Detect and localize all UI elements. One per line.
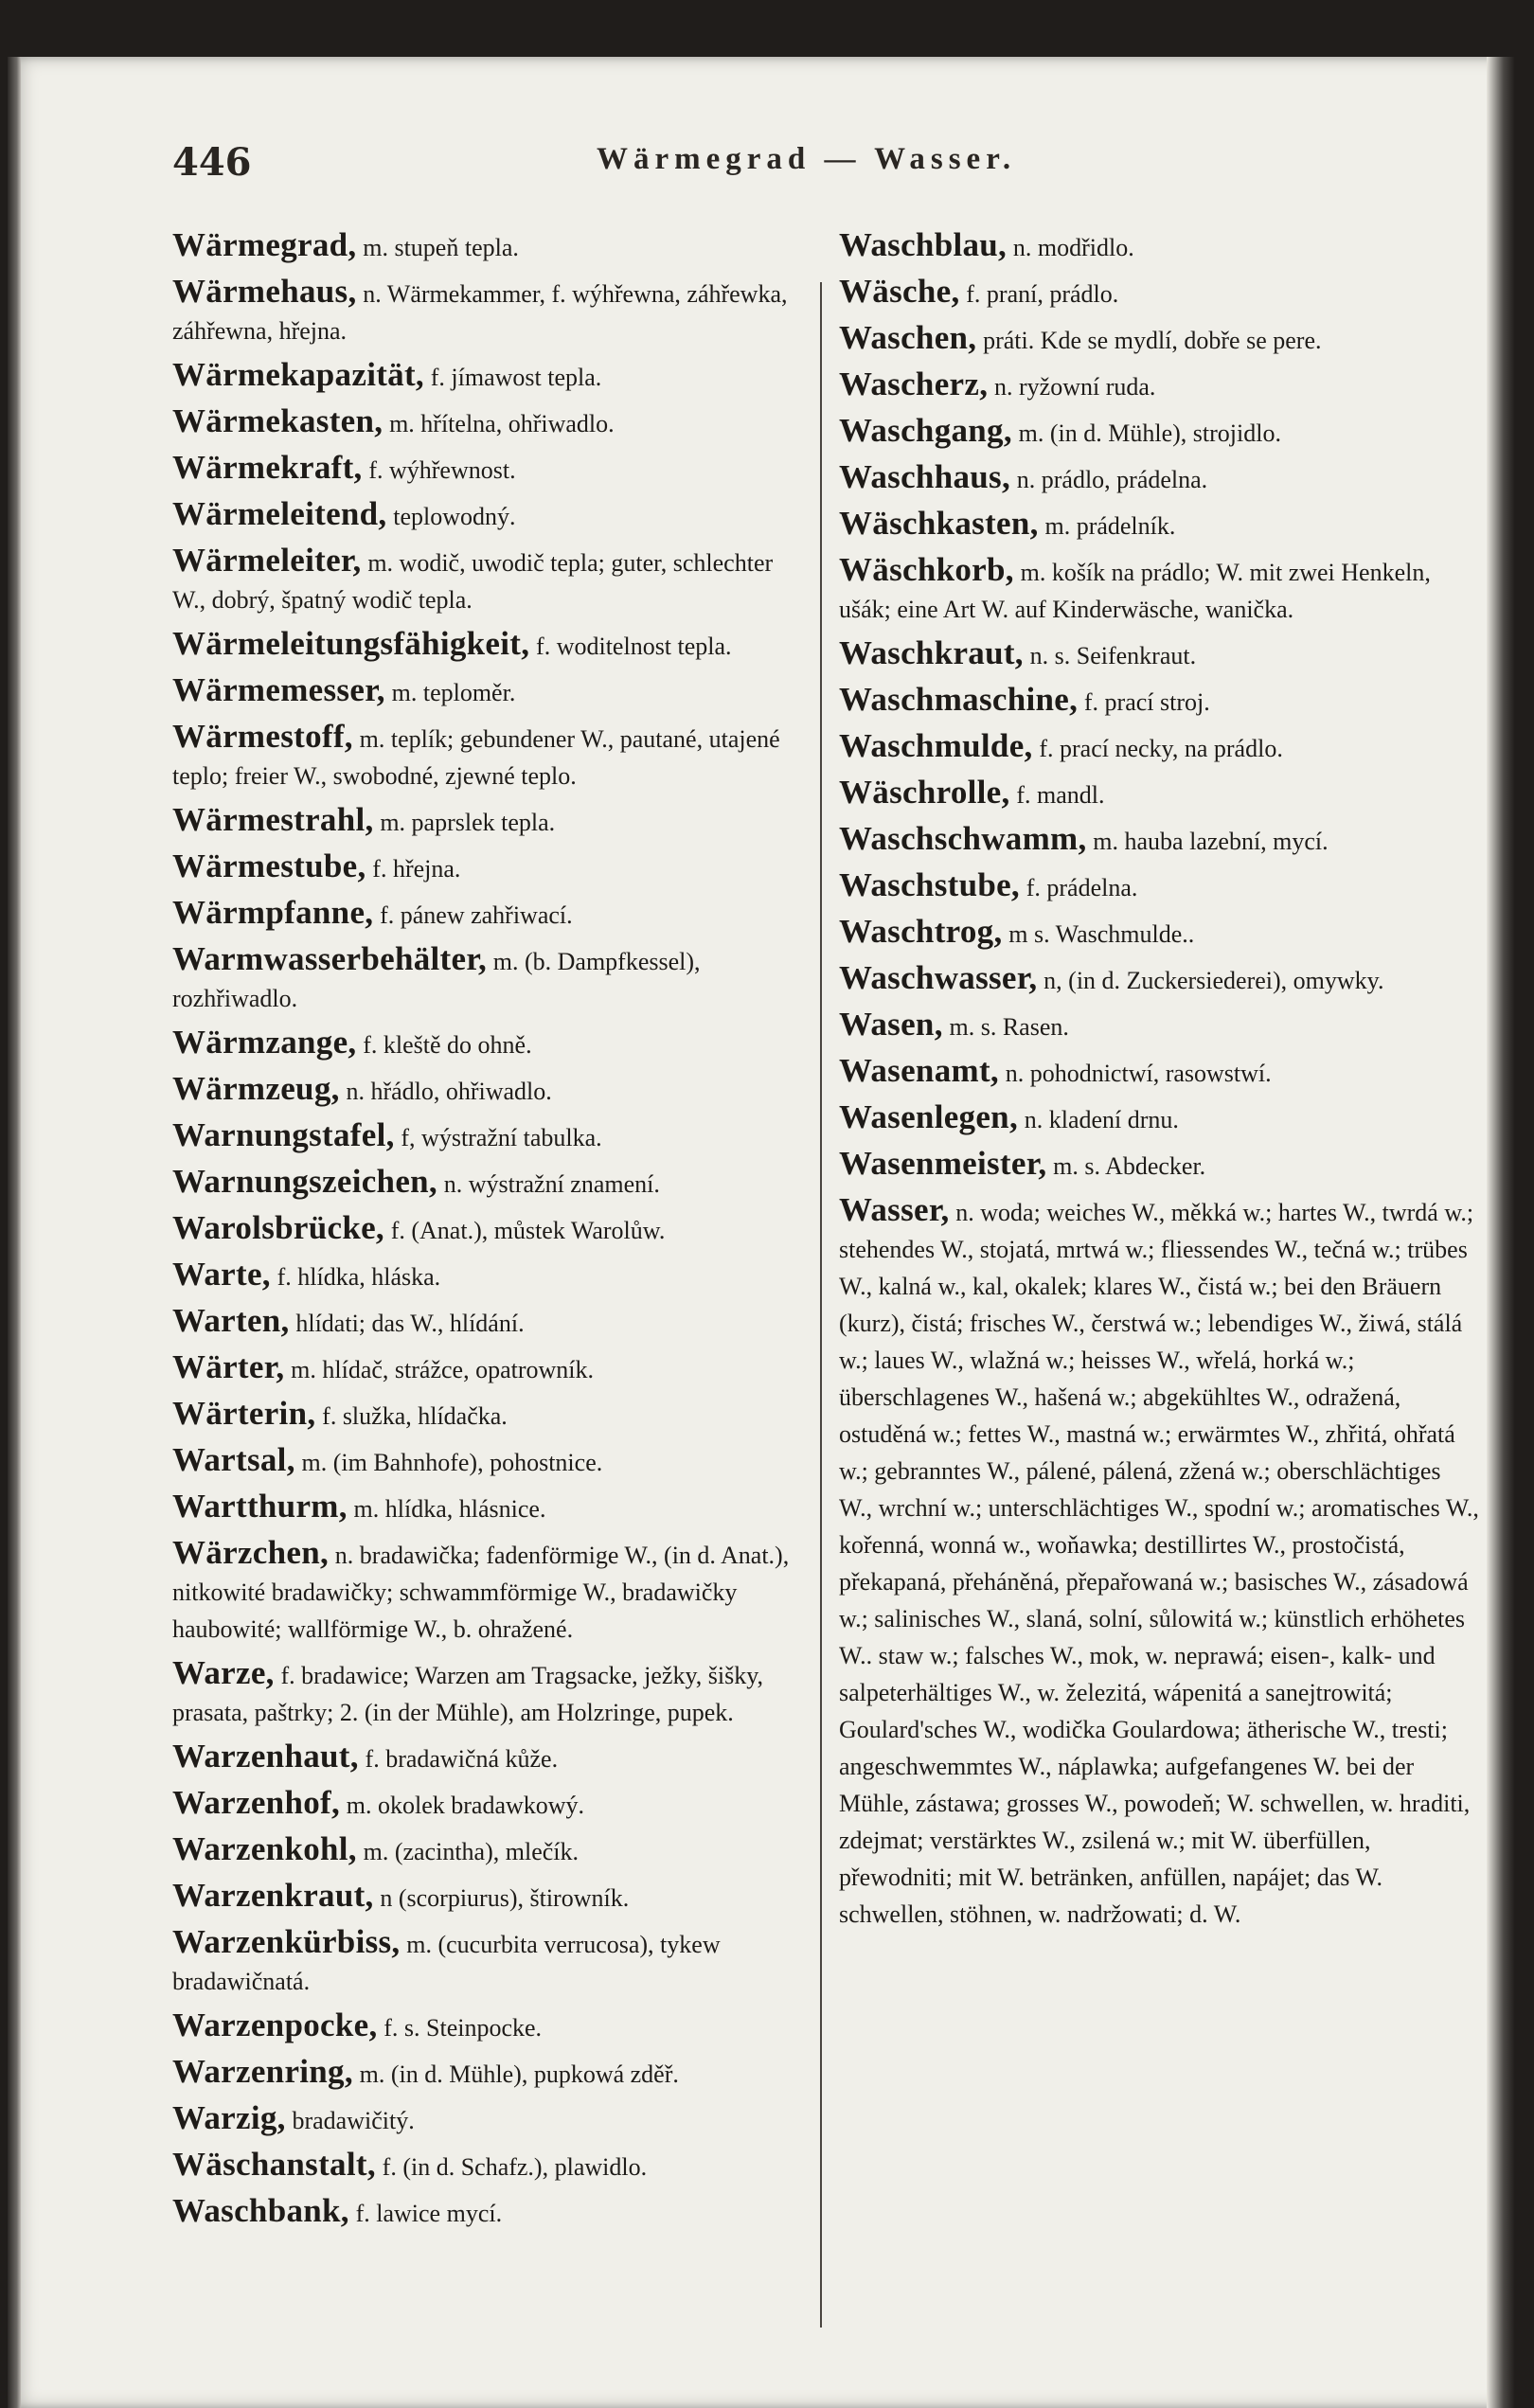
entry-definition: m s. Waschmulde.. bbox=[1008, 920, 1195, 948]
page-number: 446 bbox=[172, 140, 252, 185]
entry-headword: Wärmekraft, bbox=[172, 449, 363, 486]
dictionary-entry bbox=[172, 895, 809, 934]
entry-definition: n (scorpiurus), štirowník. bbox=[380, 1884, 630, 1912]
entry-definition: m. paprslek tepla. bbox=[380, 809, 556, 836]
entry-definition: f. bradawice; Warzen am Tragsacke, ježky, šišky, prasata, paštrky; 2. (in der Mühle), am Holzringe, pupek. bbox=[172, 1662, 764, 1726]
entry-headword: Wärmzeug, bbox=[172, 1070, 340, 1107]
dictionary-entry bbox=[172, 227, 809, 266]
entry-definition: m. s. Rasen. bbox=[949, 1013, 1069, 1041]
entry-headword: Wärmemesser, bbox=[172, 671, 385, 708]
dictionary-entry bbox=[839, 274, 1479, 312]
entry-headword: Wasenamt, bbox=[839, 1052, 999, 1089]
entry-headword: Warte, bbox=[172, 1256, 271, 1293]
entry-headword: Wärmekasten, bbox=[172, 402, 384, 439]
entry-headword: Wascherz, bbox=[839, 366, 989, 402]
entry-headword: Waschmulde, bbox=[839, 727, 1033, 764]
dictionary-entry bbox=[172, 2054, 809, 2093]
entry-definition: n. wýstražní znamení. bbox=[443, 1170, 660, 1198]
dictionary-entry bbox=[839, 366, 1479, 405]
entry-headword: Warolsbrücke, bbox=[172, 1209, 384, 1246]
entry-definition: m. (zacintha), mlečík. bbox=[363, 1838, 579, 1865]
dictionary-entry bbox=[172, 543, 809, 618]
entry-definition: f. bradawičná kůže. bbox=[365, 1745, 559, 1773]
entry-definition: f. hřejna. bbox=[372, 855, 461, 883]
entry-headword: Warzenhaut, bbox=[172, 1738, 359, 1775]
dictionary-entry bbox=[172, 1164, 809, 1203]
entry-headword: Warzenkohl, bbox=[172, 1830, 357, 1867]
dictionary-entry bbox=[172, 1489, 809, 1527]
dictionary-entry bbox=[172, 1303, 809, 1342]
dictionary-entry bbox=[172, 1025, 809, 1063]
dictionary-entry bbox=[172, 1117, 809, 1156]
entry-definition: f. hlídka, hláska. bbox=[276, 1263, 441, 1291]
page-edge bbox=[1487, 57, 1515, 2408]
entry-definition: m. stupeň tepla. bbox=[363, 234, 519, 261]
entry-definition: n. kladení drnu. bbox=[1024, 1106, 1179, 1133]
dictionary-entry bbox=[172, 672, 809, 711]
dictionary-entry bbox=[839, 775, 1479, 813]
dictionary-entry bbox=[172, 2100, 809, 2139]
entry-definition: n. modřidlo. bbox=[1012, 234, 1134, 261]
entry-headword: Wasser, bbox=[839, 1191, 950, 1228]
entry-headword: Wärmeleitungsfähigkeit, bbox=[172, 625, 530, 662]
dictionary-entry bbox=[172, 357, 809, 396]
entry-definition: f. pánew zahřiwací. bbox=[380, 901, 573, 929]
entry-definition: n. hřádlo, ohřiwadlo. bbox=[346, 1078, 552, 1105]
dictionary-entry bbox=[172, 848, 809, 887]
dictionary-entry bbox=[839, 413, 1479, 452]
entry-definition: f. služka, hlídačka. bbox=[322, 1402, 508, 1430]
dictionary-entry bbox=[839, 914, 1479, 953]
entry-headword: Wärzchen, bbox=[172, 1534, 330, 1571]
entry-definition: n. s. Seifenkraut. bbox=[1029, 642, 1197, 669]
dictionary-entry bbox=[172, 2193, 809, 2232]
dictionary-entry bbox=[172, 802, 809, 841]
entry-definition: práti. Kde se mydlí, dobře se pere. bbox=[983, 327, 1322, 354]
dictionary-entry bbox=[839, 506, 1479, 544]
entry-headword: Warzig, bbox=[172, 2099, 286, 2136]
entry-definition: n. pohodnictwí, rasowstwí. bbox=[1005, 1060, 1272, 1087]
entry-headword: Waschblau, bbox=[839, 226, 1008, 263]
entry-definition: teplowodný. bbox=[393, 503, 516, 530]
entry-headword: Wärter, bbox=[172, 1348, 285, 1385]
dictionary-entry bbox=[839, 1146, 1479, 1185]
entry-headword: Warzenhof, bbox=[172, 1784, 341, 1821]
entry-definition: f. lawice mycí. bbox=[355, 2200, 503, 2227]
dictionary-entry bbox=[839, 227, 1479, 266]
entry-headword: Wärmestoff, bbox=[172, 718, 353, 755]
entry-definition: m. hřítelna, ohřiwadlo. bbox=[389, 410, 615, 437]
dictionary-entry bbox=[172, 1878, 809, 1917]
entry-definition: f. kleště do ohně. bbox=[363, 1031, 532, 1059]
dictionary-entry bbox=[172, 1535, 809, 1648]
entry-definition: m. wodič, uwodič tepla; guter, schlechter W., dobrý, špatný wodič tepla. bbox=[172, 549, 774, 614]
entry-headword: Wärmestrahl, bbox=[172, 801, 374, 838]
entry-headword: Waschstube, bbox=[839, 866, 1020, 903]
entry-headword: Wärmekapazität, bbox=[172, 356, 424, 393]
entry-definition: n. Wärmekammer, f. wýhřewna, záhřewka, záhřewna, hřejna. bbox=[172, 280, 788, 345]
entry-headword: Wärmehaus, bbox=[172, 273, 357, 310]
entry-definition: f. (Anat.), můstek Warolůw. bbox=[390, 1217, 666, 1244]
entry-headword: Wäschrolle, bbox=[839, 774, 1010, 811]
entry-definition: f. woditelnost tepla. bbox=[536, 633, 732, 660]
entry-definition: f, wýstražní tabulka. bbox=[401, 1124, 602, 1151]
entry-definition: n. bradawička; fadenförmige W., (in d. Anat.), nitkowité bradawičky; schwammförmige W., bradawičky haubowité; wallförmige W., b. ohražené. bbox=[172, 1542, 790, 1643]
entry-headword: Warten, bbox=[172, 1302, 290, 1339]
entry-definition: f. mandl. bbox=[1016, 781, 1105, 809]
entry-headword: Wäsche, bbox=[839, 273, 960, 310]
entry-headword: Waschkraut, bbox=[839, 634, 1024, 671]
entry-definition: f. jímawost tepla. bbox=[430, 364, 602, 391]
dictionary-entry bbox=[839, 320, 1479, 359]
entry-headword: Warnungstafel, bbox=[172, 1116, 395, 1153]
column-divider bbox=[820, 282, 822, 2328]
entry-definition: f. (in d. Schafz.), plawidlo. bbox=[382, 2153, 648, 2181]
entry-headword: Waschen, bbox=[839, 319, 977, 356]
entry-headword: Warzenring, bbox=[172, 2053, 353, 2090]
dictionary-entry bbox=[839, 1007, 1479, 1045]
entry-definition: m. košík na prádlo; W. mit zwei Henkeln, ušák; eine Art W. auf Kinderwäsche, wanička. bbox=[839, 559, 1431, 623]
entry-headword: Waschhaus, bbox=[839, 458, 1010, 495]
dictionary-entry bbox=[172, 719, 809, 794]
entry-headword: Waschwasser, bbox=[839, 959, 1038, 996]
dictionary-entry bbox=[839, 1099, 1479, 1138]
entry-definition: m. hauba lazební, mycí. bbox=[1093, 828, 1329, 855]
dictionary-entry bbox=[172, 1655, 809, 1731]
entry-definition: m. (in d. Mühle), strojidlo. bbox=[1018, 419, 1281, 447]
dictionary-entry bbox=[172, 2007, 809, 2046]
entry-definition: hlídati; das W., hlídání. bbox=[295, 1310, 525, 1337]
entry-definition: n. prádlo, prádelna. bbox=[1016, 466, 1208, 493]
entry-headword: Warnungszeichen, bbox=[172, 1163, 437, 1200]
entry-definition: m. (im Bahnhofe), pohostnice. bbox=[301, 1449, 603, 1476]
entry-headword: Wäschkasten, bbox=[839, 505, 1039, 542]
entry-definition: m. hlídač, strážce, opatrowník. bbox=[291, 1356, 594, 1383]
entry-definition: m. (b. Dampfkessel), rozhřiwadlo. bbox=[172, 948, 701, 1012]
dictionary-entry bbox=[172, 1396, 809, 1435]
dictionary-entry bbox=[839, 1053, 1479, 1092]
dictionary-entry bbox=[839, 960, 1479, 999]
entry-headword: Waschmaschine, bbox=[839, 681, 1079, 718]
entry-headword: Wärmegrad, bbox=[172, 226, 357, 263]
entry-headword: Wärmestube, bbox=[172, 847, 366, 884]
dictionary-entry bbox=[839, 635, 1479, 674]
entry-definition: bradawičitý. bbox=[292, 2107, 415, 2134]
dictionary-entry bbox=[839, 1192, 1479, 1933]
entry-headword: Wasenlegen, bbox=[839, 1098, 1018, 1135]
entry-definition: f. praní, prádlo. bbox=[966, 280, 1119, 308]
entry-headword: Wärmeleiter, bbox=[172, 542, 362, 579]
dictionary-entry bbox=[172, 626, 809, 665]
entry-headword: Wasenmeister, bbox=[839, 1145, 1047, 1182]
dictionary-entry bbox=[172, 1210, 809, 1249]
entry-definition: m. s. Abdecker. bbox=[1053, 1152, 1206, 1180]
dictionary-entry bbox=[172, 2147, 809, 2185]
entry-definition: m. teplík; gebundener W., pautané, utajené teplo; freier W., swobodné, zjewné teplo. bbox=[172, 725, 780, 790]
dictionary-entry bbox=[839, 867, 1479, 906]
entry-definition: f. prádelna. bbox=[1026, 874, 1138, 901]
entry-headword: Wäschkorb, bbox=[839, 551, 1014, 588]
dictionary-entry bbox=[172, 403, 809, 442]
entry-headword: Waschbank, bbox=[172, 2192, 349, 2229]
entry-headword: Wärterin, bbox=[172, 1395, 316, 1432]
entry-headword: Warzenkraut, bbox=[172, 1877, 374, 1914]
entry-headword: Wäschanstalt, bbox=[172, 2146, 376, 2183]
dictionary-entry bbox=[839, 459, 1479, 498]
right-column bbox=[839, 227, 1479, 1940]
entry-headword: Waschtrog, bbox=[839, 913, 1003, 950]
entry-definition: f. wýhřewnost. bbox=[368, 456, 516, 484]
dictionary-entry bbox=[172, 941, 809, 1017]
entry-headword: Warzenpocke, bbox=[172, 2007, 378, 2043]
entry-definition: m. hlídka, hlásnice. bbox=[353, 1495, 546, 1523]
dictionary-entry bbox=[839, 552, 1479, 628]
dictionary-entry bbox=[172, 1785, 809, 1824]
entry-headword: Waschschwamm, bbox=[839, 820, 1087, 857]
entry-headword: Warze, bbox=[172, 1654, 275, 1691]
entry-definition: f. prací necky, na prádlo. bbox=[1039, 735, 1283, 762]
dictionary-entry bbox=[172, 1257, 809, 1295]
dictionary-entry bbox=[172, 1071, 809, 1110]
dictionary-entry bbox=[172, 450, 809, 489]
dictionary-entry bbox=[172, 1349, 809, 1388]
entry-definition: m. (in d. Mühle), pupkowá zděř. bbox=[359, 2060, 679, 2088]
entry-headword: Waschgang, bbox=[839, 412, 1012, 449]
entry-headword: Wärmzange, bbox=[172, 1024, 357, 1061]
dictionary-entry bbox=[172, 274, 809, 349]
dictionary-entry bbox=[172, 1739, 809, 1777]
entry-headword: Wasen, bbox=[839, 1006, 943, 1043]
entry-definition: n. woda; weiches W., měkká w.; hartes W., twrdá w.; stehendes W., stojatá, mrtwá w.; fliessendes W., tečná w.; trübes W., kalná w., kal, okalek; klares W., čistá w.; bei den Bräuern (kurz), čistá; frisches W., čerstwá w.; lebendiges W., žiwá, stálá w.; laues W., wlažná w.; heisses W., wřelá, horká w.; überschlagenes W., hašená w.; abgekühltes W., odražená, ostuděná w.; fettes W., mastná w.; erwärmtes W., zhřitá, ohřatá w.; gebranntes W., pálené, pálená, zžená w.; oberschlächtiges W., wrchní w.; unterschlächtiges W., spodní w.; aromatisches W., kořenná, wonná w., woňawka; destillirtes W., prostočistá, překapaná, přeháněná, přepařowaná w.; basisches W., zásadowá w.; salinisches W., slaná, solní, sůlowitá w.; künstlich erhöhetes W.. staw w.; falsches W., mok, w. neprawá; eisen-, kalk- und salpeterhältiges W., w. železitá, wápenitá a sanejtrowitá; Goulard'sches W., wodička Goulardowa; ätherische W., tresti; angeschwemmtes W., náplawka; aufgefangenes W. bei der Mühle, zástawa; grosses W., powodeň; W. schwellen, w. hraditi, zdejmat; verstärktes W., zsilená w.; mit W. überfüllen, přewodniti; mit W. betränken, anfüllen, napájet; das W. schwellen, stöhnen, w. nadržowati; d. W. bbox=[839, 1199, 1479, 1928]
entry-definition: m. teploměr. bbox=[391, 679, 516, 706]
entry-headword: Wartsal, bbox=[172, 1441, 295, 1478]
book-gutter bbox=[8, 57, 21, 2408]
entry-definition: n. ryžowní ruda. bbox=[994, 373, 1156, 401]
entry-definition: f. prací stroj. bbox=[1083, 688, 1210, 716]
entry-definition: m. (cucurbita verrucosa), tykew bradawičnatá. bbox=[172, 1931, 721, 1995]
entry-headword: Warmwasserbehälter, bbox=[172, 940, 487, 977]
entry-headword: Wartthurm, bbox=[172, 1488, 348, 1525]
dictionary-entry bbox=[839, 682, 1479, 721]
entry-headword: Wärmeleitend, bbox=[172, 495, 387, 532]
dictionary-entry bbox=[172, 1831, 809, 1870]
dictionary-entry bbox=[172, 496, 809, 535]
entry-definition: f. s. Steinpocke. bbox=[384, 2014, 543, 2042]
entry-headword: Warzenkürbiss, bbox=[172, 1923, 401, 1960]
dictionary-entry bbox=[172, 1442, 809, 1481]
dictionary-entry bbox=[172, 1924, 809, 2000]
dictionary-entry bbox=[839, 821, 1479, 860]
entry-headword: Wärmpfanne, bbox=[172, 894, 374, 931]
running-head: Wärmegrad — Wasser. bbox=[597, 142, 1017, 176]
entry-definition: m. prádelník. bbox=[1044, 512, 1176, 540]
left-column bbox=[172, 227, 809, 2239]
dictionary-entry bbox=[839, 728, 1479, 767]
entry-definition: n, (in d. Zuckersiederei), omywky. bbox=[1043, 967, 1384, 994]
entry-definition: m. okolek bradawkowý. bbox=[346, 1792, 585, 1819]
